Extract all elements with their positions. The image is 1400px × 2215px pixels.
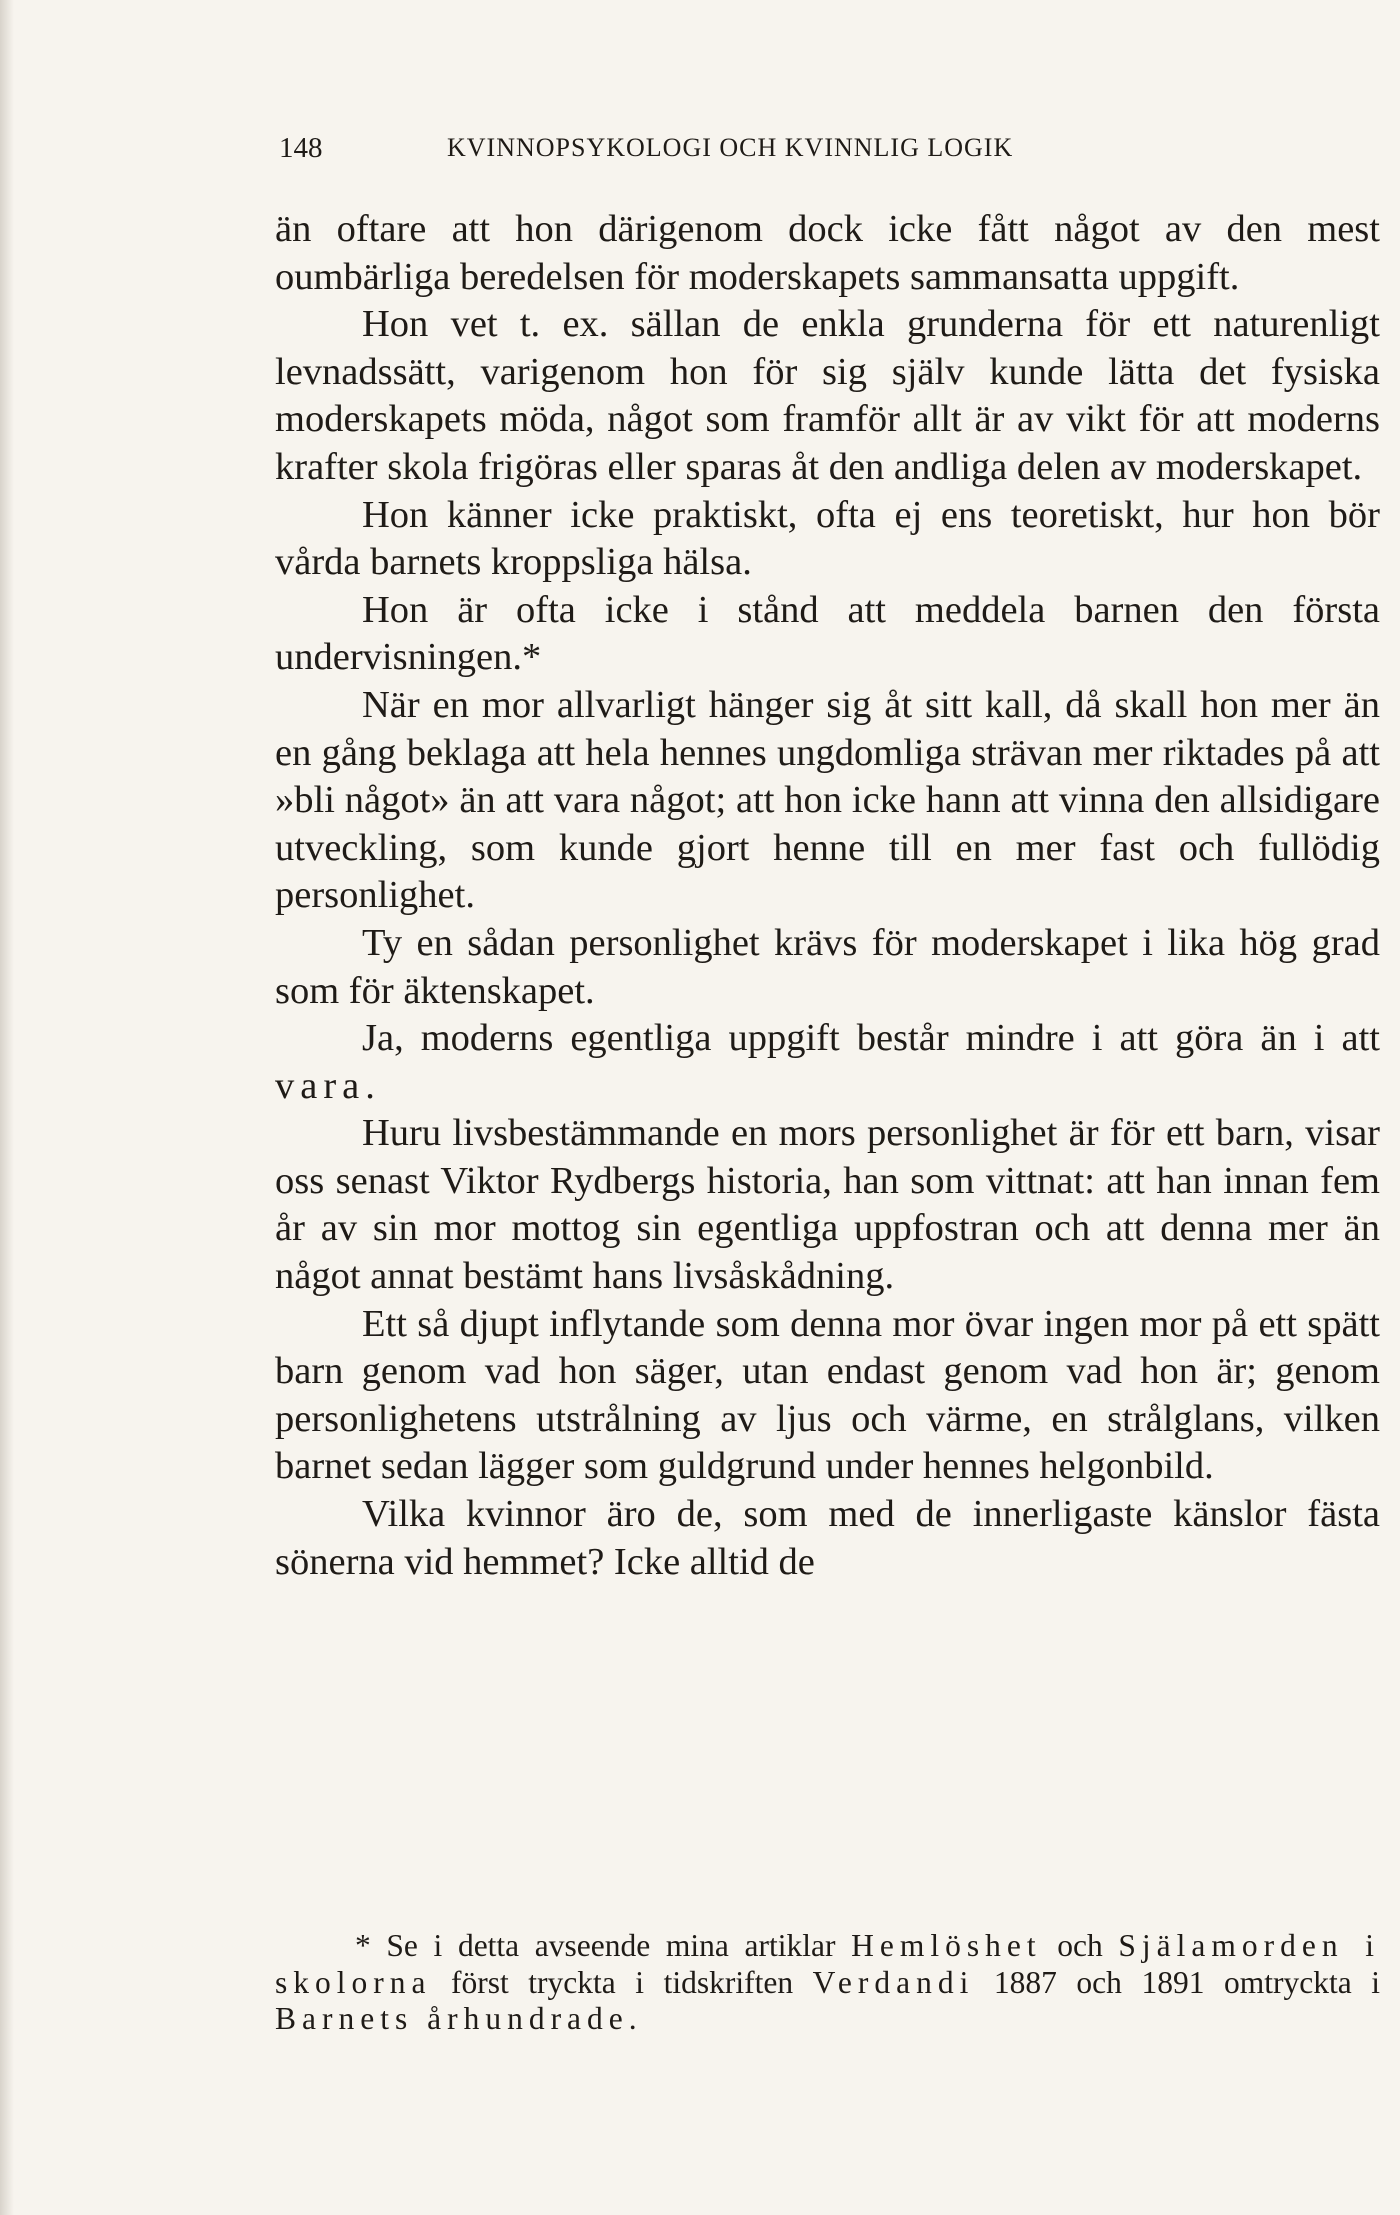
paragraph: Hon är ofta icke i stånd att meddela barnen den första undervisningen.* (275, 588, 1380, 679)
paragraph: Ty en sådan personlighet krävs för moderskapet i lika hög grad som för äktenskapet. (275, 921, 1380, 1012)
footnote-text (275, 1928, 1380, 2038)
paragraph: Ett så djupt inflytande som denna mor övar ingen mor på ett spätt barn genom vad hon säger, utan endast genom vad hon är; genom personlighetens utstrålning av ljus och värme, en strålglans, vilken barnet sedan lägger som guldgrund under hennes helgonbild. (275, 1302, 1380, 1488)
footnote-text-part: . (628, 2001, 637, 2037)
body-text (275, 206, 1380, 1586)
footnote-text-part: och (1041, 1928, 1119, 1963)
paragraph-text: Ja, moderns egentliga uppgift består mindre i att göra än i att (362, 1017, 1380, 1060)
running-title: KVINNOPSYKOLOGI OCH KVINNLIG LOGIK (447, 133, 1014, 162)
paragraph: Hon känner icke praktiskt, ofta ej ens teoretiskt, hur hon bör vårda barnets kroppsliga hälsa. (275, 493, 1380, 584)
footnote-text-part: 1887 och 1891 omtryckta i (974, 1964, 1380, 2000)
paragraph (275, 1015, 1380, 1110)
paragraph: Hon vet t. ex. sällan de enkla grunderna för ett naturenligt levnadssätt, varigenom hon för sig själv kunde lätta det fysiska moderskapets möda, något som framför allt är av vikt för att moderns krafter skola frigöras eller sparas åt den andliga delen av moderskapet. (275, 303, 1380, 488)
footnote-title: Själamorden i skolorna (275, 1928, 1380, 2000)
emphasized-word: vara (275, 1064, 366, 1107)
paragraph: När en mor allvarligt hänger sig åt sitt kall, då skall hon mer än en gång beklaga att hela hennes ungdomliga strävan mer riktades på att »bli något» än att vara något; att hon icke hann att vinna den allsidigare utveckling, som kunde gjort henne till en mer fast och fullödig personlighet. (275, 683, 1380, 917)
paragraph-text: . (365, 1064, 375, 1107)
footnote-text-part: först tryckta i tidskriften (431, 1964, 813, 2000)
footnote (275, 1928, 1380, 2038)
page-spine-shadow (0, 0, 14, 2215)
paragraph-continuation: än oftare att hon därigenom dock icke fått något av den mest oumbärliga beredelsen för moderskapets sammansatta uppgift. (275, 208, 1380, 298)
footnote-text-part: * Se i detta avseende mina artiklar (355, 1928, 852, 1963)
paragraph: Huru livsbestämmande en mors personlighet är för ett barn, visar oss senast Viktor Rydbergs historia, han som vittnat: att han innan fem år av sin mor mottog sin egentliga uppfostran och att denna mer än något annat bestämt hans livsåskådning. (275, 1112, 1380, 1298)
paragraph: Vilka kvinnor äro de, som med de innerligaste känslor fästa sönerna vid hemmet? Icke alltid de (275, 1493, 1380, 1583)
page-number: 148 (279, 132, 323, 164)
footnote-title: Hemlöshet (851, 1928, 1042, 1963)
footnote-title: Verdandi (812, 1964, 975, 2000)
footnote-title: Barnets århundrade (275, 2001, 629, 2037)
page-header (279, 128, 1379, 168)
